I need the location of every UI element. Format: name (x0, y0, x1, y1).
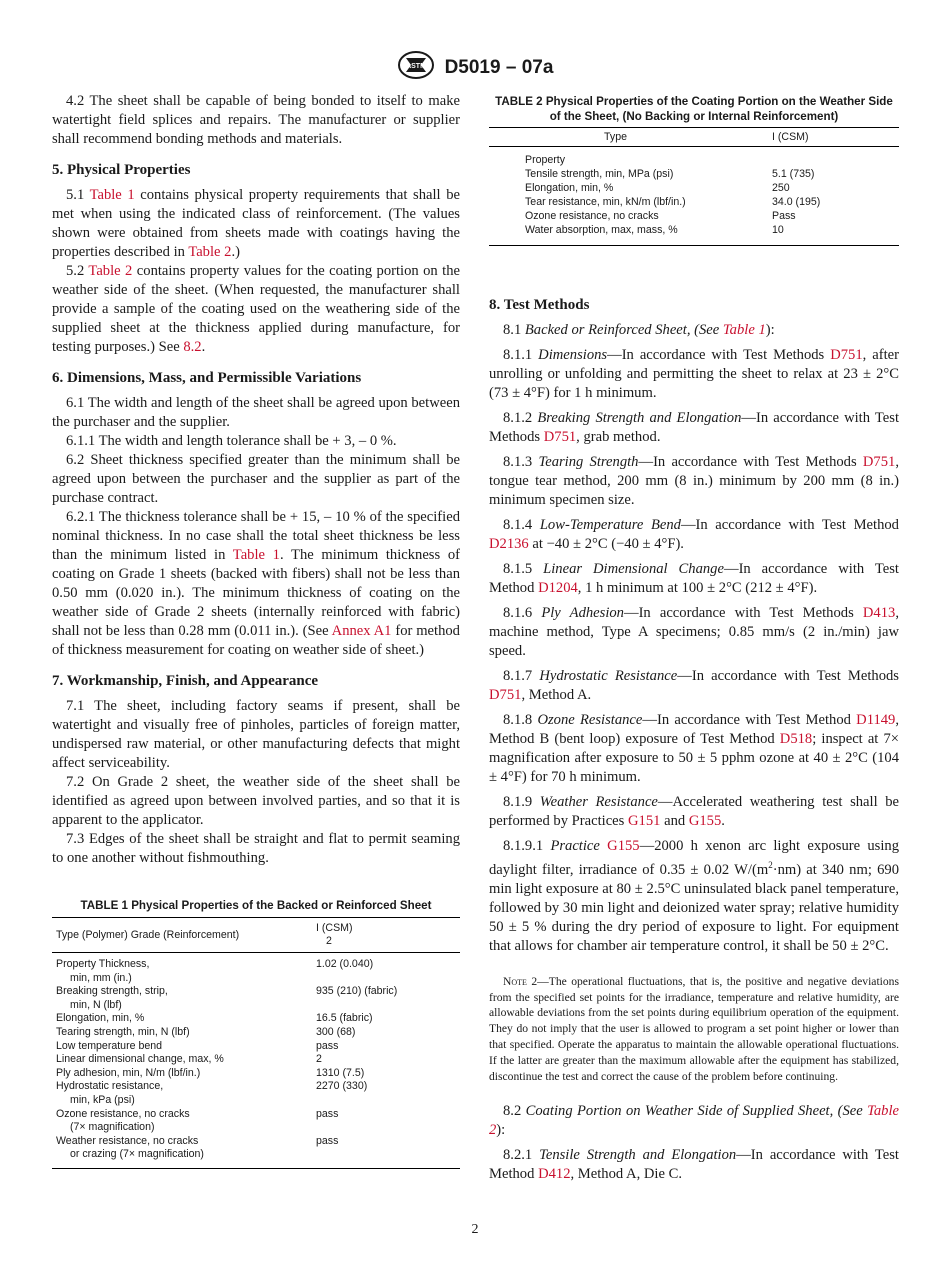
paragraph-5-1: 5.1 Table 1 contains physical property requirements that shall be met when using the indicated class of reinforcement. (The values shown were obtained from sheets made with coatings having the properties described in Table 2.) (52, 187, 460, 260)
table-1-row (52, 1040, 460, 1054)
paragraph-6-1-1: 6.1.1 The width and length tolerance shall be + 3, – 0 %. (66, 433, 397, 449)
paragraph-8-1-9: 8.1.9 Weather Resistance—Accelerated weathering test shall be performed by Practices G151 and G155. (489, 794, 899, 829)
paragraph-8-1-6: 8.1.6 Ply Adhesion—In accordance with Test Methods D413, machine method, Type A specimens; 0.85 mm/s (2 in./min) jaw speed. (489, 605, 899, 659)
table-1-property-cell: Property Thickness, min, mm (in.) (56, 958, 150, 984)
link-g151[interactable]: G151 (628, 813, 661, 829)
table-2-caption: TABLE 2 Physical Properties of the Coating Portion on the Weather Side of the Sheet, (No Backing or Internal Reinforcement) (495, 95, 893, 123)
table-2-value-cell: 250 (772, 182, 790, 194)
table-2-row (489, 209, 899, 223)
table-1-value-cell: 935 (210) (fabric) (316, 985, 398, 998)
paragraph-8-1-7: 8.1.7 Hydrostatic Resistance—In accordance with Test Methods D751, Method A. (489, 668, 899, 703)
table-1-row (52, 1080, 460, 1107)
section-8-heading: 8. Test Methods (489, 297, 590, 313)
link-table-1[interactable]: Table 1 (89, 187, 135, 203)
paragraph-8-1-5: 8.1.5 Linear Dimensional Change—In accordance with Test Method D1204, 1 h minimum at 100 ± 2°C (212 ± 4°F). (489, 561, 899, 596)
right-column (489, 94, 899, 1184)
table-2-header-class: I (CSM) (742, 128, 899, 147)
link-table-2[interactable]: Table 2 (88, 263, 133, 279)
table-1-header-class: I (CSM) 2 (312, 918, 460, 953)
table-1-value-cell: 16.5 (fabric) (316, 1012, 373, 1025)
note-2: Note 2—The operational fluctuations, that is, the positive and negative deviations from the specified set points for the irradiance, temperature and relative humidity, are allowable deviations from the set points during equilibrium operation of the equipment. They do not imply that the user is allowed to program a set point higher or lower than that specified. Operate the apparatus to maintain the allowable operational fluctuations. If the latter are greater than the maximum allowable after the equipment has stabilized, discontinue the test and correct the cause of the problem before continuing. (489, 974, 899, 1083)
table-1-value-cell: pass (316, 1107, 339, 1120)
paragraph-6-2: 6.2 Sheet thickness specified greater than the minimum shall be agreed upon between the purchaser and the supplier as part of the purchase contract. (52, 452, 460, 506)
paragraph-5-2: 5.2 Table 2 contains property values for the coating portion on the weather side of the sheet. (When requested, the manufacturer shall provide a sample of the coating used on the weathering side of the supplied sheet at the thickness applied during manufacture, for testing purposes.) See 8.2. (52, 263, 460, 355)
table-1-header-type: Type (Polymer) Grade (Reinforcement) (52, 918, 312, 953)
link-d751[interactable]: D751 (830, 347, 863, 363)
paragraph-8-2: 8.2 Coating Portion on Weather Side of Supplied Sheet, (See Table 2): (489, 1103, 899, 1139)
link-table-2[interactable]: Table 2 (188, 244, 232, 260)
table-1-row (52, 953, 460, 986)
table-1-property-cell: Ozone resistance, no cracks (7× magnification) (56, 1107, 190, 1134)
table-2-row (489, 147, 899, 168)
link-d751[interactable]: D751 (489, 687, 522, 703)
paragraph-8-1: 8.1 Backed or Reinforced Sheet, (See Table 1): (503, 322, 775, 338)
table-1-row (52, 1053, 460, 1067)
link-table-1[interactable]: Table 1 (232, 547, 280, 563)
table-2-property-cell: Ozone resistance, no cracks (525, 210, 659, 222)
table-2-property-cell: Property (525, 154, 566, 166)
table-1-property-cell: Ply adhesion, min, N/m (lbf/in.) (56, 1066, 201, 1079)
table-2-property-cell: Tear resistance, min, kN/m (lbf/in.) (525, 196, 686, 208)
paragraph-7-2: 7.2 On Grade 2 sheet, the weather side of the sheet shall be identified as agreed upon between involved parties, and so that it is apparent to the applicator. (52, 774, 460, 828)
table-2-value-cell: 34.0 (195) (772, 196, 821, 208)
link-d413[interactable]: D413 (862, 605, 896, 621)
table-1-value-cell: pass (312, 1135, 460, 1169)
paragraph-8-1-4: 8.1.4 Low-Temperature Bend—In accordance with Test Method D2136 at −40 ± 2°C (−40 ± 4°F). (489, 517, 899, 552)
table-2-row (489, 195, 899, 209)
link-d518[interactable]: D518 (779, 731, 813, 747)
paragraph-8-1-2: 8.1.2 Breaking Strength and Elongation—In accordance with Test Methods D751, grab method. (489, 410, 899, 445)
table-1-property-cell: Low temperature bend (56, 1039, 163, 1052)
table-2-property-cell: Elongation, min, % (525, 182, 614, 194)
table-1-caption: TABLE 1 Physical Properties of the Backed or Reinforced Sheet (80, 899, 432, 912)
section-6-heading: 6. Dimensions, Mass, and Permissible Variations (52, 370, 362, 386)
paragraph-8-1-1: 8.1.1 Dimensions—In accordance with Test Methods D751, after unrolling or unfolding and permitting the sheet to relax at 23 ± 2°C (73 ± 4°F) for 1 h minimum. (489, 347, 899, 401)
table-1-property-cell: Linear dimensional change, max, % (56, 1053, 224, 1066)
table-2-value-cell (742, 147, 899, 168)
link-g155[interactable]: G155 (607, 838, 640, 854)
paragraph-6-1: 6.1 The width and length of the sheet shall be agreed upon between the purchaser and the supplier. (52, 395, 460, 430)
table-1-row (52, 1067, 460, 1081)
table-2-value-cell: 5.1 (735) (772, 168, 815, 180)
paragraph-4-2: 4.2 The sheet shall be capable of being bonded to itself to make watertight field splices and repairs. The manufacturer or supplier shall recommend bonding methods and materials. (52, 93, 460, 147)
paragraph-8-1-9-1: 8.1.9.1 Practice G155—2000 h xenon arc light exposure using daylight filter, irradiance of 0.35 ± 0.02 $W/(m^2\cdot nm)$ at 340 nm; 690 min light exposure at 80 ± 2.5°C uninsulated black panel temperature, followed by 30 min light and deionized water spray; relative humidity 50 ± 5 % during the dry period of exposure to light. For equipment that allows for chamber air temperature control, it shall be 50 ± 2°C. (489, 838, 900, 954)
table-1-property-cell: Elongation, min, % (56, 1012, 145, 1025)
link-d751[interactable]: D751 (543, 429, 577, 445)
link-d751[interactable]: D751 (862, 454, 896, 470)
table-1-value-cell: 2270 (330) (316, 1080, 368, 1093)
link-table-1[interactable]: Table 1 (722, 322, 766, 338)
astm-logo-icon (397, 50, 435, 85)
table-1-row (52, 1135, 460, 1169)
table-1-row (52, 985, 460, 1012)
page-number: 2 (471, 1222, 479, 1237)
table-1-property-cell: Tearing strength, min, N (lbf) (56, 1025, 190, 1038)
table-1-property-cell: Weather resistance, no cracks or crazing (7× magnification) (52, 1135, 312, 1169)
link-d412[interactable]: D412 (538, 1166, 571, 1183)
table-1 (52, 917, 460, 1169)
table-2-row (489, 223, 899, 246)
table-1-property-cell: Breaking strength, strip, min, N (lbf) (56, 985, 168, 1011)
link-d2136[interactable]: D2136 (489, 536, 529, 552)
link-d1149[interactable]: D1149 (856, 712, 896, 728)
table-2 (489, 127, 899, 246)
table-1-value-cell: 1.02 (0.040) (316, 958, 374, 970)
paragraph-8-2-1: 8.2.1 Tensile Strength and Elongation—In accordance with Test Method D412, Method A, Die C. (489, 1147, 899, 1183)
standard-designation: D5019 – 07a (444, 56, 554, 78)
table-1-row (52, 1026, 460, 1040)
table-1-value-cell: 1310 (7.5) (316, 1066, 365, 1079)
table-2-row (489, 181, 899, 195)
link-d1204[interactable]: D1204 (538, 580, 578, 596)
table-2-property-cell: Tensile strength, min, MPa (psi) (525, 168, 674, 180)
table-2-value-cell: 10 (742, 223, 899, 246)
table-1-property-cell: Hydrostatic resistance, min, kPa (psi) (56, 1080, 164, 1106)
section-7-heading: 7. Workmanship, Finish, and Appearance (52, 673, 319, 689)
paragraph-8-1-8: 8.1.8 Ozone Resistance—In accordance with Test Method D1149, Method B (bent loop) exposure of Test Method D518; inspect at 7× magnification after exposure to 50 ± 5 pphm ozone at 40 ± 2°C (104 ± 4°F) for 70 h minimum. (489, 712, 899, 785)
table-1-value-cell: 2 (316, 1053, 322, 1066)
svg-text:ASTM: ASTM (405, 63, 426, 70)
link-g155[interactable]: G155 (688, 813, 722, 829)
link-table-2[interactable]: Table 2 (489, 1103, 899, 1139)
paragraph-6-2-1: 6.2.1 The thickness tolerance shall be + 15, – 10 % of the specified nominal thickness. In no case shall the total sheet thickness be less than the minimum listed in Table 1. The minimum thickness of coating on Grade 1 sheets (backed with fibers) shall not be less than 0.50 mm (0.020 in.). The minimum thickness of coating on the weather side of Grade 2 sheets (internally reinforced with fabric) shall not be less than 0.28 mm (0.011 in.). (See Annex A1 for method of thickness measurement for coating on weather side of sheet.) (52, 509, 460, 658)
table-2-value-cell: Pass (772, 210, 796, 222)
paragraph-8-1-3: 8.1.3 Tearing Strength—In accordance with Test Methods D751, tongue tear method, 200 mm (8 in.) minimum by 200 mm (8 in.) minimum specimen size. (489, 454, 899, 508)
link-annex-a1[interactable]: Annex A1 (331, 623, 392, 639)
table-2-row (489, 167, 899, 181)
table-2-property-cell: Water absorption, max, mass, % (489, 223, 742, 246)
left-column (52, 92, 460, 1169)
paragraph-7-3: 7.3 Edges of the sheet shall be straight and flat to permit seaming to one another without fishmouthing. (52, 831, 460, 866)
paragraph-7-1: 7.1 The sheet, including factory seams if present, shall be watertight and visually free of pinholes, particles of foreign matter, undispersed raw material, or other manufacturing defects that might affect serviceability. (52, 698, 460, 771)
section-5-heading: 5. Physical Properties (52, 162, 191, 178)
link-section-8-2[interactable]: 8.2 (183, 339, 202, 355)
table-1-value-cell: 300 (68) (316, 1025, 356, 1038)
table-1-row (52, 1108, 460, 1135)
page-header (0, 50, 950, 85)
table-1-row (52, 1012, 460, 1026)
table-1-value-cell: pass (316, 1039, 339, 1052)
table-2-header-type: Type (489, 128, 742, 147)
